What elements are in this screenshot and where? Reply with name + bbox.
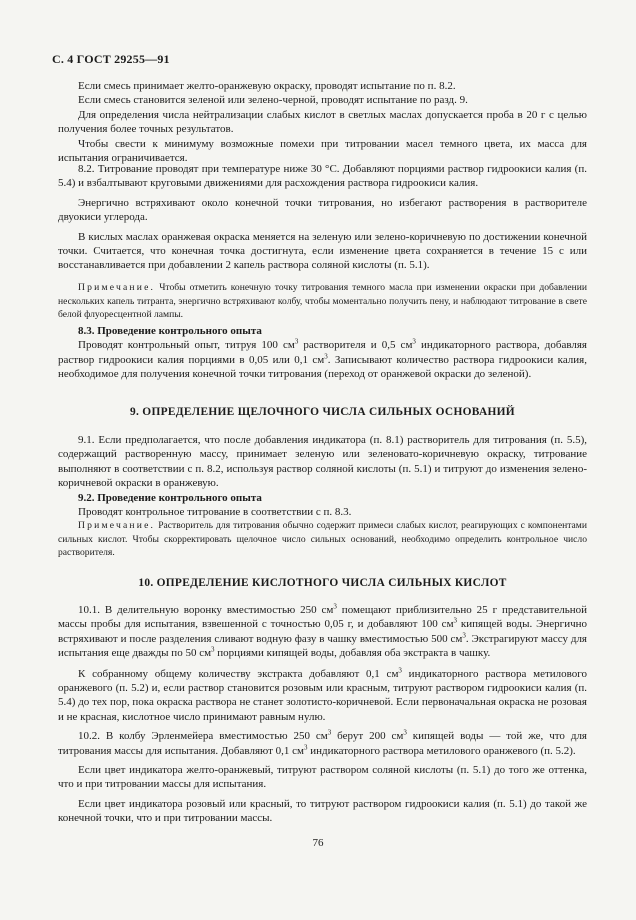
paragraph-group-2 [58,162,587,273]
subheading-8-3: 8.3. Проведение контрольного опыта [78,325,262,337]
paragraph-8-2: 8.2. Титрование проводят при температуре ниже 30 °С. Добавляют порциями раствор гидроокиси калия (п. 5.4) и взбалтывают круговыми движениями для расхождения раствора гидроокиси калия. [58,163,587,190]
paragraph-10-2: 10.2. В колбу Эрленмейера вместимостью 250 $см^3$ берут 200 $см^3$ кипящей воды — той же, что для титрования массы для испытания. Добавляют 0,1 $см^3$ индикаторного раствора метилового оранжевого (п. 5.2). [58,728,587,757]
note-label: Примечание. [78,520,156,531]
paragraph: В кислых маслах оранжевая окраска меняется на зеленую или зелено-коричневую по достижении конечной точки. Считается, что конечная точка достигнута, если изменение цвета сохраняется в течение 15 с или восстанавливается при добавлении 2 капель раствора соляной кислоты (п. 5.1). [58,230,587,272]
note-text: Растворитель для титрования обычно содержит примеси слабых кислот, реагирующих с компонентами сильных кислот. Чтобы скорректировать щелочное число сильных оснований, необходимо определить контрольное число растворителя. [58,520,587,559]
paragraph: Если смесь принимает желто-оранжевую окраску, проводят испытание по п. 8.2. [78,80,456,92]
page-header: С. 4 ГОСТ 29255—91 [52,52,170,66]
paragraph: Чтобы свести к минимуму возможные помехи при титровании масел темного цвета, их масса для испытания ограничивается. [58,137,587,165]
paragraph-9-2: Проводят контрольное титрование в соответствии с п. 8.3. [78,506,352,519]
section-10 [58,603,587,826]
paragraph-10-1: 10.1. В делительную воронку вместимостью 250 $см^3$ помещают приблизительно 25 г представительной массы пробы для испытания, взвешенной с точностью 0,05 г, и добавляют 100 $см^3$ кипящей воды. Энергично встряхивают и после разделения сливают водную фазу в чашку вместимостью 500 $см^3$. Экстрагируют массу для испытания еще дважды по 50 $см^3$ порциями кипящей воды, добавляя оба экстракта в чашку. [58,602,587,660]
section-heading-10: 10. ОПРЕДЕЛЕНИЕ КИСЛОТНОГО ЧИСЛА СИЛЬНЫХ КИСЛОТ [138,577,507,589]
paragraph-9-1: 9.1. Если предполагается, что после добавления индикатора (п. 8.1) растворитель для титрования (п. 5.5), содержащий растворенную массу, принимает зеленую или зеленовато-коричневую окраску, титрование выполняют в соответствии с п. 8.2, используя раствор соляной кислоты (п. 5.1) и титруют до изменения зелено-коричневой окраски в оранжевую. [58,434,587,490]
paragraph: Если смесь становится зеленой или зелено-черной, проводят испытание по разд. 9. [78,94,468,107]
paragraph: К собранному общему количеству экстракта добавляют 0,1 $см^3$ индикаторного раствора метилового оранжевого (п. 5.2) и, если раствор становится розовым или красным, титруют раствором гидроокиси калия (п. 5.4) до тех пор, пока окраска раствора не станет золотисто-коричневой. Если первоначальная окраска не розовая и не красная, кислотное число принимают равным нулю. [58,665,587,723]
page-number: 76 [312,837,324,849]
paragraph-group-1 [58,79,587,165]
section-9 [58,433,587,519]
paragraph: Если цвет индикатора желто-оранжевый, титруют раствором соляной кислоты (п. 5.1) до того же оттенка, что и при титровании массы для испытания. [58,764,587,791]
section-heading-9: 9. ОПРЕДЕЛЕНИЕ ЩЕЛОЧНОГО ЧИСЛА СИЛЬНЫХ ОСНОВАНИЙ [130,406,515,418]
section-8-3 [58,324,587,382]
note-2 [58,519,587,560]
paragraph: Энергично встряхивают около конечной точки титрования, но избегают растворения в растворителе двуокиси углерода. [58,196,587,224]
note-text: Чтобы отметить конечную точку титрования темного масла при изменении окраски при добавлении нескольких капель титранта, энергично встряхивают колбу, чтобы моментально получить пену, и наблюдают титрование в свете белой флуоресцентной лампы. [58,282,587,321]
paragraph: Если цвет индикатора розовый или красный, то титруют раствором гидроокиси калия (п. 5.1) до такой же конечной точки, что и при титровании массы. [58,797,587,825]
paragraph: Для определения числа нейтрализации слабых кислот в светлых маслах допускается проба в 20 г с целью получения более точных результатов. [58,108,587,136]
note-1 [58,281,587,322]
subheading-9-2: 9.2. Проведение контрольного опыта [78,491,262,504]
paragraph-8-3: Проводят контрольный опыт, титруя 100 $см^3$ растворителя и 0,5 $см^3$ индикаторного раствора, добавляя раствор гидроокиси калия порциями в 0,05 или 0,1 $см^3$. Записывают количество раствора гидроокиси калия, необходимое для получения конечной точки титрования (переход от оранжевой окраски до зеленой). [58,337,587,381]
note-label: Примечание. [78,282,156,293]
